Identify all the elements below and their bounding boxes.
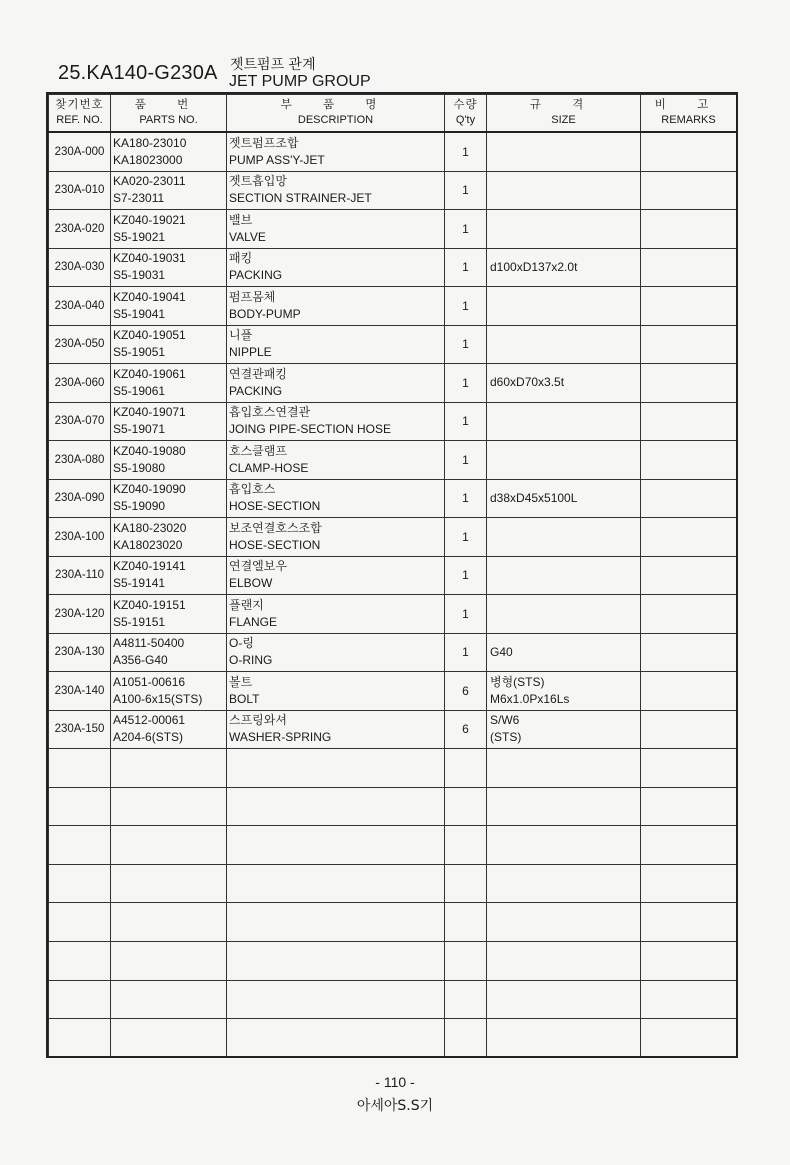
remarks-cell (641, 132, 737, 171)
blank-cell (641, 826, 737, 865)
blank-table-row (49, 864, 737, 903)
description-cell (227, 518, 445, 557)
parts-number-secondary: A356-G40 (113, 653, 168, 668)
table-row (49, 171, 737, 210)
blank-cell (445, 749, 487, 788)
parts-number-primary: KZ040-19051 (113, 328, 186, 343)
remarks-cell (641, 171, 737, 210)
size-cell (487, 402, 641, 441)
parts-number-secondary: S5-19051 (113, 345, 166, 360)
page-header (0, 0, 790, 92)
description-english: FLANGE (229, 614, 278, 629)
blank-cell (445, 941, 487, 980)
parts-number-primary: KZ040-19071 (113, 405, 186, 420)
blank-cell (487, 980, 641, 1019)
description-english: NIPPLE (229, 345, 272, 360)
remarks-cell (641, 595, 737, 634)
ref-number-cell: 230A-050 (49, 325, 111, 364)
description-english: PACKING (229, 383, 283, 398)
remarks-cell (641, 287, 737, 326)
description-korean: O-링 (229, 636, 254, 651)
ref-number-cell: 230A-000 (49, 132, 111, 171)
size-line-1: G40 (490, 644, 513, 659)
column-header-parts-en: PARTS NO. (139, 114, 198, 126)
description-korean: 흡입호스연결관 (229, 405, 311, 420)
description-english: JOING PIPE-SECTION HOSE (229, 422, 392, 437)
remarks-cell (641, 364, 737, 403)
parts-number-cell (111, 672, 227, 711)
parts-number-secondary: S5-19141 (113, 576, 166, 591)
size-line-1: d100xD137x2.0t (490, 259, 578, 274)
description-korean: 젯트흡입망 (229, 174, 287, 189)
column-header-description (227, 95, 445, 133)
table-row (49, 210, 737, 249)
blank-cell (111, 787, 227, 826)
size-cell (487, 210, 641, 249)
table-row (49, 248, 737, 287)
parts-number-cell (111, 132, 227, 171)
parts-number-cell (111, 248, 227, 287)
blank-cell (641, 1019, 737, 1058)
blank-cell (641, 980, 737, 1019)
parts-table-frame (46, 92, 738, 1058)
blank-cell (487, 864, 641, 903)
blank-cell (49, 749, 111, 788)
table-row (49, 402, 737, 441)
remarks-cell (641, 210, 737, 249)
blank-table-row (49, 980, 737, 1019)
quantity-cell: 1 (445, 248, 487, 287)
table-row (49, 710, 737, 749)
company-name: 아세아S.S기 (356, 1098, 434, 1114)
description-cell (227, 595, 445, 634)
size-cell (487, 364, 641, 403)
description-cell (227, 325, 445, 364)
ref-number-cell: 230A-040 (49, 287, 111, 326)
parts-number-primary: KZ040-19080 (113, 443, 186, 458)
description-cell (227, 210, 445, 249)
table-row (49, 479, 737, 518)
blank-cell (227, 980, 445, 1019)
parts-number-cell (111, 210, 227, 249)
remarks-cell (641, 402, 737, 441)
description-cell (227, 710, 445, 749)
parts-number-cell (111, 479, 227, 518)
description-korean: 보조연결호스조합 (229, 520, 322, 535)
description-english: PACKING (229, 268, 283, 283)
blank-cell (487, 787, 641, 826)
description-english: HOSE-SECTION (229, 537, 321, 552)
size-cell (487, 595, 641, 634)
blank-cell (227, 826, 445, 865)
parts-number-cell (111, 325, 227, 364)
size-line-2: (STS) (490, 730, 522, 745)
size-cell (487, 479, 641, 518)
parts-number-secondary: S5-19151 (113, 614, 166, 629)
description-korean: 밸브 (229, 212, 253, 227)
size-cell (487, 518, 641, 557)
description-english: CLAMP-HOSE (229, 460, 309, 475)
parts-number-primary: KA180-23020 (113, 520, 187, 535)
description-cell (227, 556, 445, 595)
blank-cell (641, 864, 737, 903)
parts-table (48, 94, 737, 1058)
table-row (49, 633, 737, 672)
quantity-cell: 1 (445, 518, 487, 557)
remarks-cell (641, 556, 737, 595)
column-header-size (487, 95, 641, 133)
blank-cell (111, 941, 227, 980)
description-cell (227, 479, 445, 518)
page-number: - 110 - (375, 1074, 415, 1090)
blank-table-row (49, 903, 737, 942)
parts-number-primary: A4811-50400 (113, 636, 185, 651)
size-line-1: d60xD70x3.5t (490, 375, 565, 390)
quantity-cell: 1 (445, 479, 487, 518)
blank-table-row (49, 787, 737, 826)
description-cell (227, 287, 445, 326)
blank-cell (641, 941, 737, 980)
blank-cell (445, 864, 487, 903)
parts-number-primary: KZ040-19061 (113, 366, 186, 381)
column-header-description-en: DESCRIPTION (297, 114, 374, 126)
size-cell (487, 132, 641, 171)
blank-cell (49, 980, 111, 1019)
parts-number-primary: KA180-23010 (113, 135, 187, 150)
blank-cell (487, 749, 641, 788)
column-header-remarks (641, 95, 737, 133)
description-english: SECTION STRAINER-JET (229, 191, 372, 206)
quantity-cell: 1 (445, 210, 487, 249)
column-header-remarks-kr: 비 고 (654, 99, 723, 111)
table-row (49, 132, 737, 171)
column-header-description-kr: 부 품 명 (280, 99, 391, 111)
description-korean: 흡입호스 (229, 482, 276, 497)
column-header-remarks-en: REMARKS (661, 114, 716, 126)
parts-number-cell (111, 441, 227, 480)
ref-number-cell: 230A-150 (49, 710, 111, 749)
blank-cell (487, 1019, 641, 1058)
parts-number-secondary: KA18023000 (113, 152, 183, 167)
parts-number-cell (111, 556, 227, 595)
blank-cell (445, 903, 487, 942)
quantity-cell: 1 (445, 633, 487, 672)
column-header-ref-kr: 찾기번호 (55, 99, 104, 111)
quantity-cell: 1 (445, 132, 487, 171)
quantity-cell: 1 (445, 595, 487, 634)
description-cell (227, 402, 445, 441)
parts-number-primary: KA020-23011 (113, 174, 186, 189)
ref-number-cell: 230A-090 (49, 479, 111, 518)
blank-cell (227, 787, 445, 826)
size-line-1: S/W6 (490, 713, 520, 728)
blank-cell (445, 826, 487, 865)
description-korean: 젯트펌프조합 (229, 135, 299, 150)
blank-cell (227, 941, 445, 980)
size-cell (487, 556, 641, 595)
parts-number-primary: A4512-00061 (113, 713, 186, 728)
blank-cell (641, 749, 737, 788)
ref-number-cell: 230A-070 (49, 402, 111, 441)
blank-cell (445, 980, 487, 1019)
table-header-row (49, 95, 737, 133)
blank-cell (487, 941, 641, 980)
group-title-english: JET PUMP GROUP (229, 73, 371, 90)
description-korean: 펌프몸체 (229, 289, 276, 304)
description-korean: 플랜지 (229, 597, 264, 612)
description-cell (227, 248, 445, 287)
blank-cell (487, 903, 641, 942)
table-row (49, 441, 737, 480)
blank-cell (111, 749, 227, 788)
blank-cell (227, 1019, 445, 1058)
ref-number-cell: 230A-120 (49, 595, 111, 634)
blank-cell (49, 1019, 111, 1058)
parts-number-secondary: S5-19090 (113, 499, 166, 514)
column-header-size-kr: 규 격 (529, 99, 598, 111)
ref-number-cell: 230A-010 (49, 171, 111, 210)
size-cell (487, 248, 641, 287)
ref-number-cell: 230A-030 (49, 248, 111, 287)
description-english: ELBOW (229, 576, 273, 591)
description-korean: 스프링와셔 (229, 713, 287, 728)
remarks-cell (641, 325, 737, 364)
column-header-ref-en: REF. NO. (56, 114, 103, 126)
quantity-cell: 1 (445, 325, 487, 364)
size-line-1: 병형(STS) (490, 674, 545, 689)
blank-cell (445, 1019, 487, 1058)
blank-cell (49, 941, 111, 980)
parts-number-secondary: S5-19071 (113, 422, 166, 437)
ref-number-cell: 230A-110 (49, 556, 111, 595)
column-header-qty-en: Q'ty (455, 114, 476, 126)
description-english: PUMP ASS'Y-JET (229, 152, 325, 167)
column-header-qty-kr: 수량 (453, 99, 478, 111)
description-cell (227, 171, 445, 210)
description-korean: 니플 (229, 328, 253, 343)
blank-cell (111, 1019, 227, 1058)
remarks-cell (641, 248, 737, 287)
description-cell (227, 633, 445, 672)
parts-number-cell (111, 518, 227, 557)
parts-number-cell (111, 402, 227, 441)
table-row (49, 364, 737, 403)
blank-table-row (49, 1019, 737, 1058)
description-english: WASHER-SPRING (229, 730, 332, 745)
blank-cell (487, 826, 641, 865)
description-english: BOLT (229, 691, 260, 706)
ref-number-cell: 230A-140 (49, 672, 111, 711)
blank-cell (49, 826, 111, 865)
description-cell (227, 441, 445, 480)
ref-number-cell: 230A-130 (49, 633, 111, 672)
table-row (49, 556, 737, 595)
remarks-cell (641, 518, 737, 557)
blank-cell (227, 864, 445, 903)
parts-number-secondary: A100-6x15(STS) (113, 691, 203, 706)
parts-number-secondary: S5-19021 (113, 229, 166, 244)
parts-number-primary: KZ040-19090 (113, 482, 186, 497)
parts-number-primary: KZ040-19041 (113, 289, 186, 304)
size-line-2: M6x1.0Px16Ls (490, 691, 570, 706)
ref-number-cell: 230A-080 (49, 441, 111, 480)
blank-cell (641, 787, 737, 826)
size-cell (487, 633, 641, 672)
quantity-cell: 1 (445, 171, 487, 210)
blank-cell (111, 980, 227, 1019)
parts-number-secondary: S5-19041 (113, 306, 166, 321)
parts-number-cell (111, 633, 227, 672)
parts-number-primary: KZ040-19151 (113, 597, 186, 612)
blank-cell (49, 787, 111, 826)
description-korean: 연결엘보우 (229, 559, 287, 574)
description-korean: 패킹 (229, 251, 253, 266)
remarks-cell (641, 672, 737, 711)
group-code-title: 25.KA140-G230A (58, 62, 218, 84)
blank-table-row (49, 826, 737, 865)
parts-table-body (49, 132, 737, 1057)
ref-number-cell: 230A-020 (49, 210, 111, 249)
blank-cell (111, 903, 227, 942)
description-korean: 연결관패킹 (229, 366, 287, 381)
quantity-cell: 6 (445, 710, 487, 749)
size-line-1: d38xD45x5100L (490, 490, 578, 505)
parts-number-primary: KZ040-19141 (113, 559, 186, 574)
quantity-cell: 1 (445, 287, 487, 326)
ref-number-cell: 230A-100 (49, 518, 111, 557)
description-english: HOSE-SECTION (229, 499, 321, 514)
size-cell (487, 287, 641, 326)
table-row (49, 287, 737, 326)
blank-cell (111, 864, 227, 903)
size-cell (487, 672, 641, 711)
parts-number-secondary: A204-6(STS) (113, 730, 184, 745)
blank-cell (49, 903, 111, 942)
description-korean: 호스클램프 (229, 443, 287, 458)
parts-number-cell (111, 364, 227, 403)
parts-number-cell (111, 287, 227, 326)
parts-number-primary: KZ040-19031 (113, 251, 186, 266)
parts-number-secondary: S5-19031 (113, 268, 166, 283)
blank-cell (49, 864, 111, 903)
parts-number-secondary: S7-23011 (113, 191, 165, 206)
blank-cell (641, 903, 737, 942)
description-english: VALVE (229, 229, 266, 244)
description-cell (227, 364, 445, 403)
size-cell (487, 325, 641, 364)
description-cell (227, 132, 445, 171)
blank-cell (445, 787, 487, 826)
parts-number-cell (111, 710, 227, 749)
ref-number-cell: 230A-060 (49, 364, 111, 403)
size-cell (487, 171, 641, 210)
quantity-cell: 1 (445, 364, 487, 403)
quantity-cell: 6 (445, 672, 487, 711)
parts-number-secondary: S5-19080 (113, 460, 166, 475)
group-title-korean: 젯트펌프 관계 (230, 57, 316, 73)
remarks-cell (641, 633, 737, 672)
column-header-parts-kr: 품 번 (134, 99, 203, 111)
parts-number-secondary: S5-19061 (113, 383, 166, 398)
table-row (49, 672, 737, 711)
table-row (49, 325, 737, 364)
remarks-cell (641, 710, 737, 749)
blank-table-row (49, 749, 737, 788)
column-header-size-en: SIZE (551, 114, 576, 126)
parts-number-primary: A1051-00616 (113, 674, 186, 689)
blank-cell (227, 749, 445, 788)
parts-number-cell (111, 171, 227, 210)
description-cell (227, 672, 445, 711)
quantity-cell: 1 (445, 402, 487, 441)
column-header-ref (49, 95, 111, 133)
table-row (49, 518, 737, 557)
column-header-parts (111, 95, 227, 133)
size-cell (487, 710, 641, 749)
size-cell (487, 441, 641, 480)
quantity-cell: 1 (445, 441, 487, 480)
table-row (49, 595, 737, 634)
blank-cell (111, 826, 227, 865)
parts-number-secondary: KA18023020 (113, 537, 183, 552)
remarks-cell (641, 441, 737, 480)
description-korean: 볼트 (229, 674, 253, 689)
remarks-cell (641, 479, 737, 518)
description-english: BODY-PUMP (229, 306, 301, 321)
parts-number-cell (111, 595, 227, 634)
column-header-qty (445, 95, 487, 133)
blank-table-row (49, 941, 737, 980)
parts-number-primary: KZ040-19021 (113, 212, 186, 227)
description-english: O-RING (229, 653, 273, 668)
quantity-cell: 1 (445, 556, 487, 595)
blank-cell (227, 903, 445, 942)
